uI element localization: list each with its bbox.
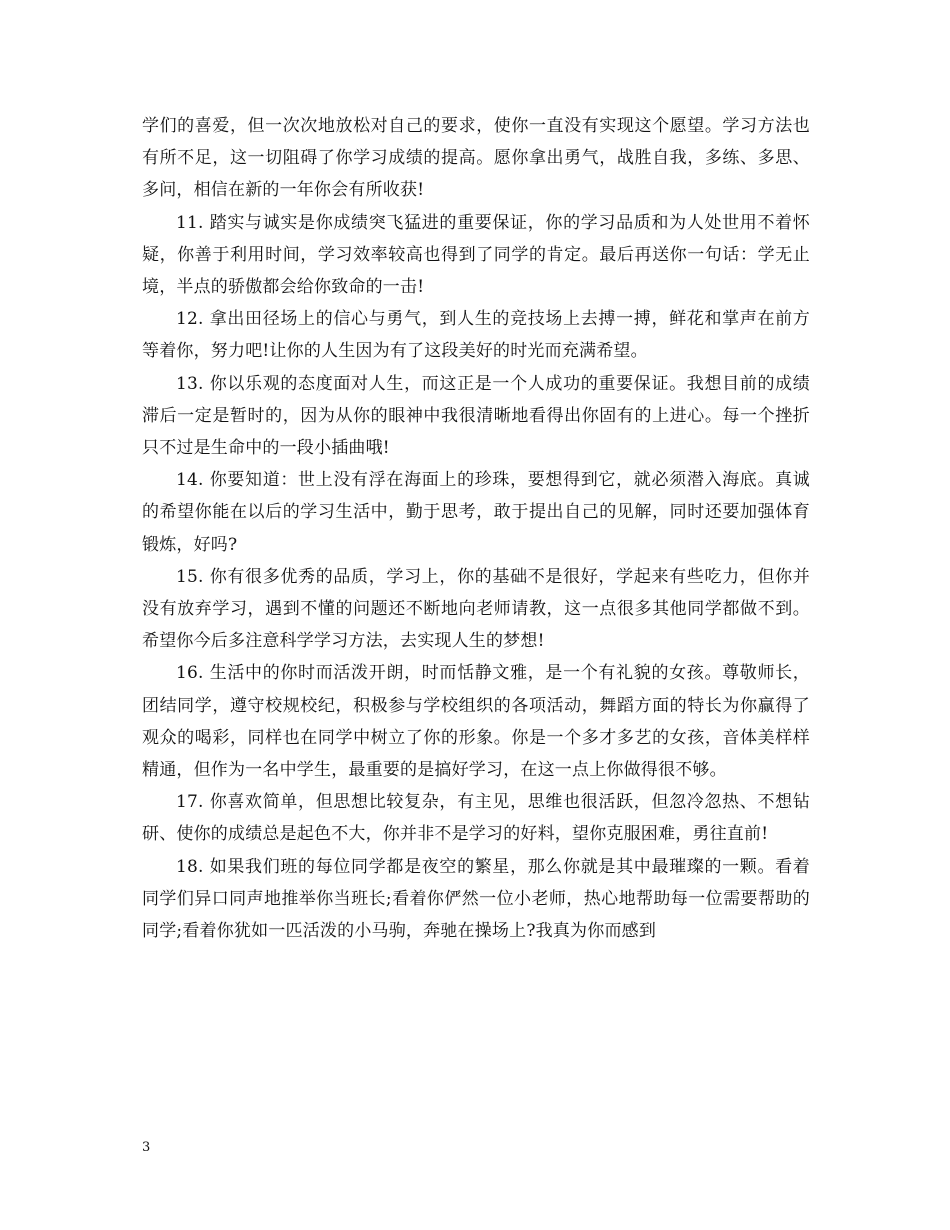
paragraph-continued: 学们的喜爱，但一次次地放松对自己的要求，使你一直没有实现这个愿望。学习方法也有所不足，这一切阻碍了你学习成绩的提高。愿你拿出勇气，战胜自我，多练、多思、多问，相信在新的一年你会有所收获! — [142, 116, 810, 201]
paragraph-18: 18. 如果我们班的每位同学都是夜空的繁星，那么你就是其中最璀璨的一颗。看着同学们异口同声地推举你当班长;看着你俨然一位小老师，热心地帮助每一位需要帮助的同学;看着你犹如一匹活泼的小马驹，奔驰在操场上?我真为你而感到 — [142, 856, 810, 942]
paragraph-11: 11. 踏实与诚实是你成绩突飞猛进的重要保证，你的学习品质和为人处世用不着怀疑，你善于利用时间，学习效率较高也得到了同学的肯定。最后再送你一句话：学无止境，半点的骄傲都会给你致命的一击! — [142, 212, 810, 298]
page-number: 3 — [142, 1140, 151, 1155]
paragraph-13: 13. 你以乐观的态度面对人生，而这正是一个人成功的重要保证。我想目前的成绩滞后一定是暂时的，因为从你的眼神中我很清晰地看得出你固有的上进心。每一个挫折只不过是生命中的一段小插曲哦! — [142, 373, 810, 459]
paragraph-12: 12. 拿出田径场上的信心与勇气，到人生的竞技场上去搏一搏，鲜花和掌声在前方等着你，努力吧!让你的人生因为有了这段美好的时光而充满希望。 — [142, 309, 810, 362]
paragraph-15: 15. 你有很多优秀的品质，学习上，你的基础不是很好，学起来有些吃力，但你并没有放弃学习，遇到不懂的问题还不断地向老师请教，这一点很多其他同学都做不到。希望你今后多注意科学学习方法，去实现人生的梦想! — [142, 566, 810, 652]
paragraph-17: 17. 你喜欢简单，但思想比较复杂，有主见，思维也很活跃，但忽冷忽热、不想钻研、使你的成绩总是起色不大，你并非不是学习的好料，望你克服困难，勇往直前! — [142, 792, 810, 845]
paragraph-16: 16. 生活中的你时而活泼开朗，时而恬静文雅，是一个有礼貌的女孩。尊敬师长，团结同学，遵守校规校纪，积极参与学校组织的各项活动，舞蹈方面的特长为你赢得了观众的喝彩，同样也在同学中树立了你的形象。你是一个多才多艺的女孩，音体美样样精通，但作为一名中学生，最重要的是搞好学习，在这一点上你做得很不够。 — [142, 663, 810, 781]
paragraph-14: 14. 你要知道：世上没有浮在海面上的珍珠，要想得到它，就必须潜入海底。真诚的希望你能在以后的学习生活中，勤于思考，敢于提出自己的见解，同时还要加强体育锻炼，好吗? — [142, 470, 810, 555]
document-body — [142, 110, 810, 947]
